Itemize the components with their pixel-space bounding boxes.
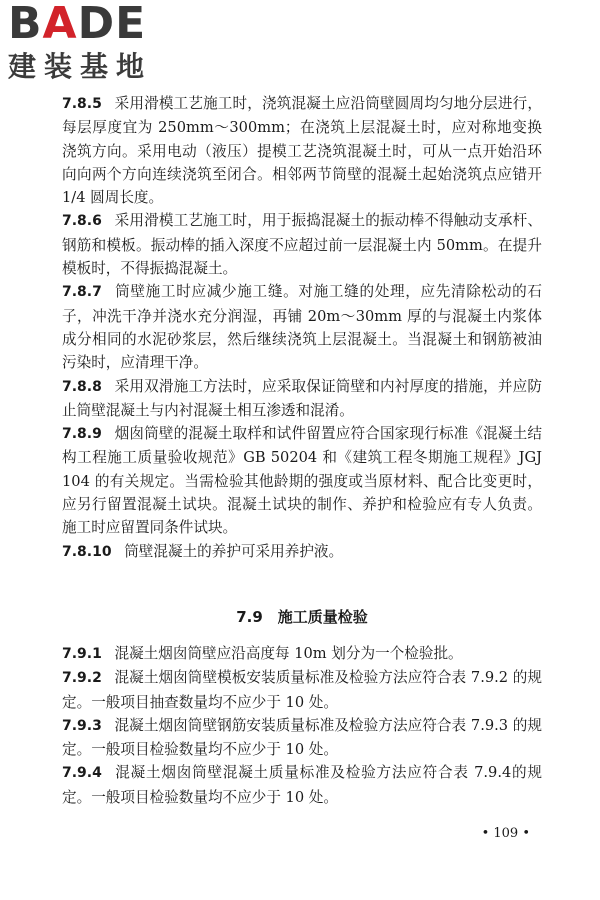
section-7-8-body — [62, 92, 542, 564]
clause: 7.8.9 烟囱筒壁的混凝土取样和试件留置应符合国家现行标准《混凝土结构工程施工质量验收规范》GB 50204 和《建筑工程冬期施工规程》JGJ 104 的有关规定。当需检验其他龄期的强度或当原材料、配合比变更时，应另行留置混凝土试块。混凝土试块的制作、养护和检验应有专人负责。施工时应留置同条件试块。 — [62, 425, 542, 537]
logo-chinese: 建装基地 — [8, 50, 153, 83]
clause: 7.9.4 混凝土烟囱筒壁混凝土质量标准及检验方法应符合表 7.9.4的规定。一般项目检验数量均不应少于 10 处。 — [62, 764, 542, 806]
clause: 7.8.6 采用滑模工艺施工时，用于振捣混凝土的振动棒不得触动支承杆、钢筋和模板。振动棒的插入深度不应超过前一层混凝土内 50mm。在提升模板时，不得振捣混凝土。 — [62, 212, 542, 278]
clause: 7.9.3 混凝土烟囱筒壁钢筋安装质量标准及检验方法应符合表 7.9.3 的规定。一般项目检验数量均不应少于 10 处。 — [62, 716, 542, 759]
section-7-9-body — [62, 642, 542, 809]
section-heading: 7.9 施工质量检验 — [236, 608, 368, 626]
clause: 7.9.2 混凝土烟囱筒壁模板安装质量标准及检验方法应符合表 7.9.2 的规定。一般项目抽查数量均不应少于 10 处。 — [62, 669, 542, 711]
clause: 7.8.5 采用滑模工艺施工时，浇筑混凝土应沿筒壁圆周均匀地分层进行，每层厚度宜为 250mm～300mm；在浇筑上层混凝土时，应对称地变换浇筑方向。采用电动（液压）提模工艺浇筑混凝土时，可从一点开始沿环向向两个方向连续浇筑至闭合。相邻两节筒壁的混凝土起始浇筑点应错开 1/4 圆周长度。 — [62, 95, 542, 207]
clause: 7.8.10 筒壁混凝土的养护可采用养护液。 — [62, 542, 344, 560]
logo-wordmark: BADE — [8, 0, 147, 49]
bade-logo — [8, 2, 178, 88]
page-number: • 109 • — [481, 826, 530, 841]
clause: 7.8.8 采用双滑施工方法时，应采取保证筒壁和内衬厚度的措施，并应防止筒壁混凝土与内衬混凝土相互渗透和混淆。 — [62, 377, 542, 419]
clause: 7.9.1 混凝土烟囱筒壁应沿高度每 10m 划分为一个检验批。 — [62, 645, 463, 662]
clause: 7.8.7 筒壁施工时应减少施工缝。对施工缝的处理，应先清除松动的石子，冲洗干净并浇水充分润湿，再铺 20m～30mm 厚的与混凝土内浆体成分相同的水泥砂浆层，然后继续浇筑上层混凝土。当混凝土和钢筋被油污染时，应清理干净。 — [62, 283, 542, 372]
